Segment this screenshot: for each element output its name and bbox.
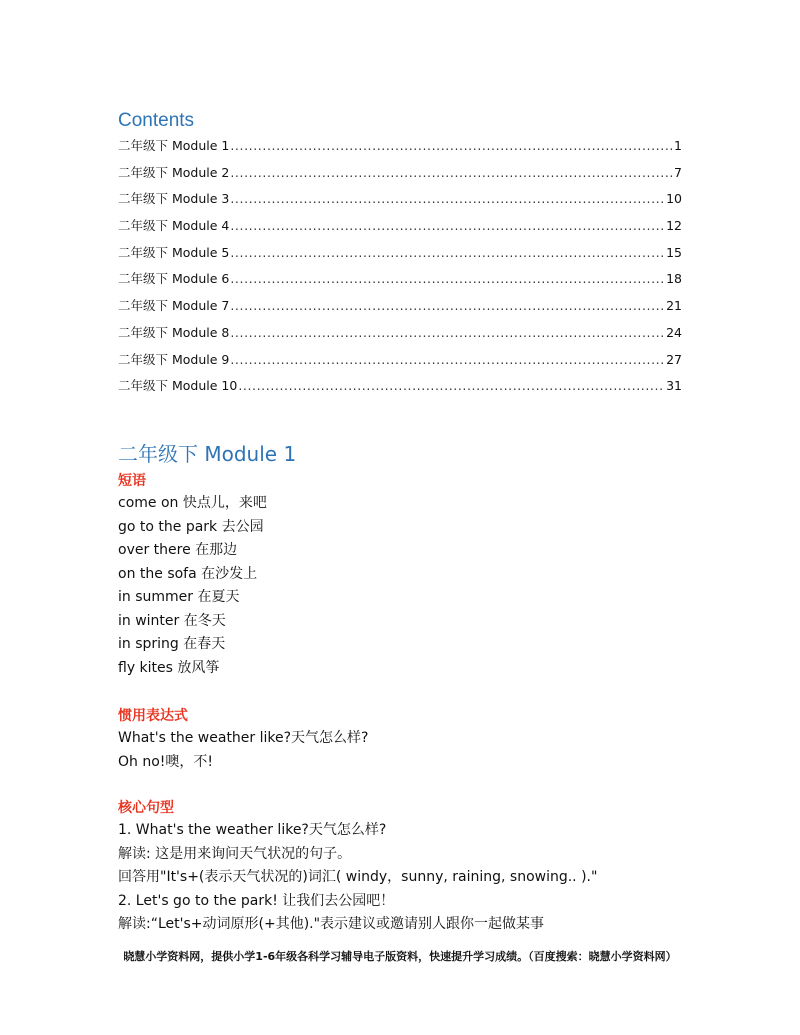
core-sentences-heading: 核心句型 [118, 800, 174, 816]
toc-entry[interactable] [118, 376, 682, 403]
core-sentence-line: 回答用"It's+(表示天气状况的)词汇( windy，sunny, raining, snowing.. )." [118, 869, 598, 885]
phrase-item: on the sofa 在沙发上 [118, 565, 258, 582]
toc-entry-title: 二年级下 Module 10 [118, 378, 238, 394]
phrase-item: go to the park 去公园 [118, 518, 264, 535]
toc-entry-title: 二年级下 Module 1 [118, 138, 230, 153]
toc-entry[interactable] [118, 216, 682, 243]
toc-entry[interactable] [118, 296, 682, 323]
toc-entry-page: 1 [674, 138, 682, 153]
core-sentence-line: 解读:“Let's+动词原形(+其他)."表示建议或邀请别人跟你一起做某事 [118, 916, 545, 932]
toc-entry-page: 18 [666, 271, 682, 287]
core-sentence-line: 2. Let's go to the park! 让我们去公园吧！ [118, 892, 395, 909]
toc-heading: Contents [118, 110, 195, 131]
core-sentence-line: 1. What's the weather like?天气怎么样? [118, 822, 387, 838]
toc-entry[interactable] [118, 136, 682, 163]
toc-entry-title: 二年级下 Module 2 [118, 164, 230, 180]
toc-entry-title: 二年级下 Module 5 [118, 244, 230, 260]
toc-entry[interactable] [118, 350, 682, 377]
toc-entry-page: 12 [666, 218, 682, 234]
toc-leader-dots [230, 296, 665, 316]
toc-entry[interactable] [118, 189, 682, 216]
toc-entry-page: 10 [666, 191, 682, 207]
toc-entry[interactable] [118, 243, 682, 270]
page-footer: 晓慧小学资料网，提供小学1-6年级各科学习辅导电子版资料，快速提升学习成绩。（百度搜索：晓慧小学资料网） [123, 950, 677, 963]
phrase-item: fly kites 放风筝 [118, 659, 220, 676]
table-of-contents [118, 136, 682, 403]
toc-entry[interactable] [118, 163, 682, 190]
toc-entry-title: 二年级下 Module 6 [118, 271, 230, 287]
toc-entry-page: 7 [674, 164, 682, 180]
toc-entry-title: 二年级下 Module 9 [118, 351, 230, 367]
toc-entry-page: 15 [666, 244, 682, 260]
phrase-item: come on 快点儿，来吧 [118, 495, 267, 511]
expression-item: What's the weather like?天气怎么样? [118, 730, 369, 746]
phrase-item: in spring 在春天 [118, 636, 226, 652]
toc-entry-title: 二年级下 Module 7 [118, 298, 230, 314]
toc-entry-title: 二年级下 Module 4 [118, 218, 230, 234]
toc-entry-page: 27 [666, 351, 682, 367]
core-sentences-list [118, 819, 718, 937]
toc-leader-dots [230, 350, 665, 370]
toc-leader-dots [230, 216, 665, 236]
toc-leader-dots [230, 189, 665, 209]
phrases-heading: 短语 [118, 473, 146, 489]
toc-leader-dots [230, 323, 665, 343]
toc-entry-title: 二年级下 Module 3 [118, 191, 230, 207]
expressions-list [118, 727, 718, 774]
expression-item: Oh no!噢，不! [118, 753, 214, 770]
toc-entry-page: 21 [666, 298, 682, 314]
toc-leader-dots [238, 376, 665, 396]
phrases-list [118, 492, 718, 680]
phrase-item: over there 在那边 [118, 542, 238, 558]
toc-leader-dots [230, 136, 673, 156]
toc-leader-dots [230, 269, 665, 289]
toc-entry-page: 31 [666, 378, 682, 394]
phrase-item: in summer 在夏天 [118, 589, 240, 605]
toc-entry-page: 24 [666, 324, 682, 340]
toc-leader-dots [230, 243, 665, 263]
toc-entry-title: 二年级下 Module 8 [118, 324, 230, 340]
toc-entry[interactable] [118, 269, 682, 296]
expressions-heading: 惯用表达式 [118, 708, 188, 724]
core-sentence-line: 解读: 这是用来询问天气状况的句子。 [118, 845, 352, 862]
phrase-item: in winter 在冬天 [118, 612, 226, 629]
toc-entry[interactable] [118, 323, 682, 350]
toc-leader-dots [230, 163, 673, 183]
section-title: 二年级下 Module 1 [118, 442, 297, 466]
